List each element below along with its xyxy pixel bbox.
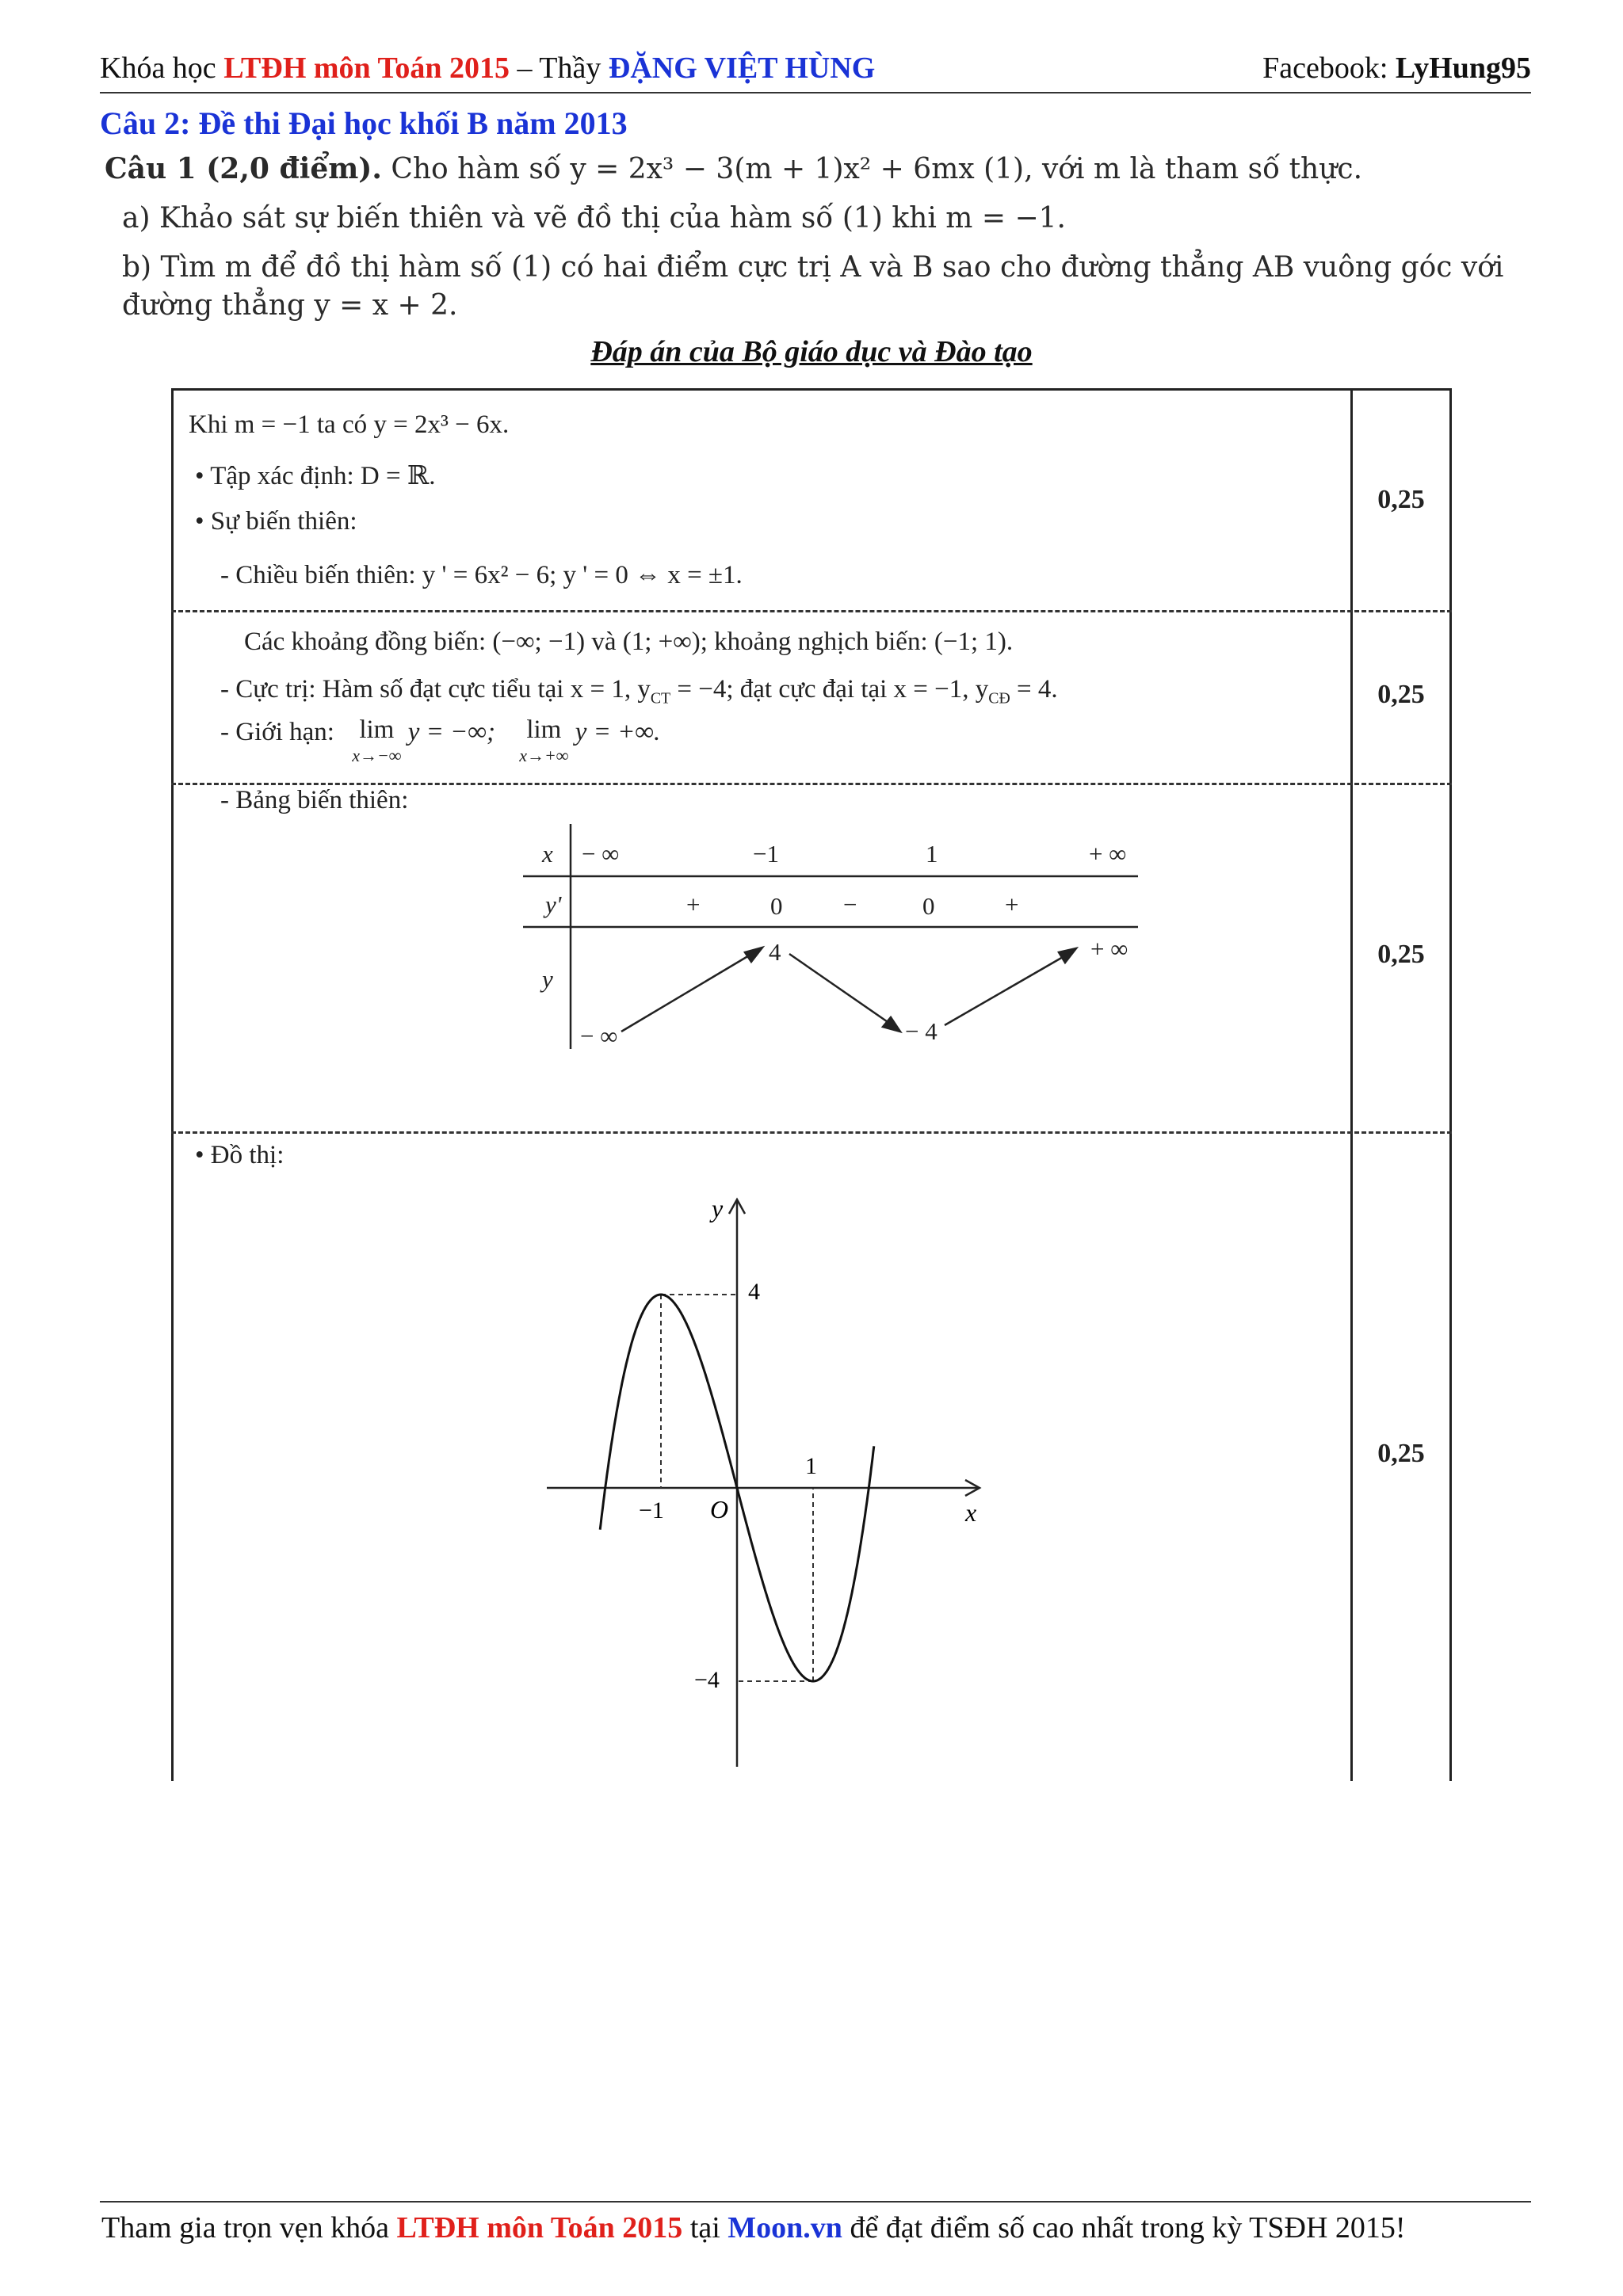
question-title: Câu 2: Đề thi Đại học khối B năm 2013 [100,105,628,141]
bbt-x-val: − ∞ [582,840,620,868]
bbt-yp-val: 0 [770,892,783,920]
extrema-text-b: = −4; đạt cực đại tại x = −1, y [670,675,989,704]
table-right-border [1449,388,1452,1781]
bbt-x-val: 1 [926,840,938,868]
lim-value-neg: y = −∞; [407,718,495,746]
tick-label-neg4: −4 [694,1667,720,1693]
score-1: 0,25 [1377,485,1425,514]
bbt-y-val: − 4 [905,1017,938,1045]
answer-title: Đáp án của Bộ giáo dục và Đào tạo [590,335,1033,368]
bbt-yp-val: − [843,891,857,918]
arrow-up [945,954,1068,1025]
arrowhead [1059,948,1076,963]
bbt-y-val: 4 [769,938,781,966]
lim-value-pos: y = +∞. [575,718,661,746]
footer-mid: tại [682,2211,728,2245]
bbt-x-label: x [542,840,553,868]
axes [547,1199,980,1767]
origin-label: O [710,1495,729,1524]
page-footer [101,2210,1406,2245]
bbt-arrows [621,948,1076,1032]
arrow-up [621,952,754,1032]
arrow-down [789,954,892,1025]
footer-pre: Tham gia trọn vẹn khóa [101,2211,397,2245]
row1-line4: - Chiều biến thiên: y ' = 6x² − 6; y ' = 0 ⇔ x = ±1. [220,561,743,589]
lim-sub-neg: x→−∞ [352,746,402,765]
function-graph [515,1180,1006,1767]
facebook-label: Facebook: [1262,51,1396,85]
problem-statement [105,144,1531,330]
cd-subscript: CĐ [988,689,1010,707]
extrema-text-a: - Cực trị: Hàm số đạt cực tiểu tại x = 1, y [220,675,651,704]
facebook-name: LyHung95 [1395,51,1531,85]
bbt-y-val: + ∞ [1090,935,1128,963]
header-sep: – Thầy [509,51,609,85]
arrowhead [745,948,762,962]
bbt-x-val: −1 [753,840,779,868]
problem-points: Câu 1 (2,0 điểm). [105,152,382,185]
row4-label: • Đồ thị: [195,1141,285,1169]
lim-word: lim [526,715,562,744]
footer-site-link[interactable]: Moon.vn [727,2211,842,2245]
row2-line1: Các khoảng đồng biến: (−∞; −1) và (1; +∞); khoảng nghịch biến: (−1; 1). [244,627,1014,656]
score-3: 0,25 [1377,940,1425,969]
limits-label: - Giới hạn: [220,718,334,746]
lim-pos-inf [519,715,569,768]
footer-divider [100,2201,1531,2203]
y-axis-label: y [712,1194,724,1222]
row2-limits [220,715,661,768]
header-divider [100,92,1531,93]
header-prefix: Khóa học [100,51,224,85]
row1-line2: • Tập xác định: D = ℝ. [195,462,436,490]
footer-course: LTĐH môn Toán 2015 [396,2211,683,2245]
bbt-yp-val: + [686,891,701,918]
x-axis-label: x [965,1498,977,1527]
header-facebook [1262,51,1531,86]
problem-function: Cho hàm số y = 2x³ − 3(m + 1)x² + 6mx (1), với m là tham số thực. [381,153,1363,185]
row-divider [171,783,1452,785]
problem-part-a: a) Khảo sát sự biến thiên và vẽ đồ thị của hàm số (1) khi m = −1. [122,202,1066,235]
page-header [100,51,1531,86]
ct-subscript: CT [650,689,671,707]
row1-line3: • Sự biến thiên: [195,507,357,536]
header-course: LTĐH môn Toán 2015 [223,51,510,85]
table-top-border [171,388,1452,391]
problem-part-b: b) Tìm m để đồ thị hàm số (1) có hai điểm cực trị A và B sao cho đường thẳng AB vuông góc với [122,251,1504,284]
tick-label-4: 4 [748,1279,760,1305]
header-teacher: ĐẶNG VIỆT HÙNG [608,51,876,85]
lim-sub-pos: x→+∞ [519,746,569,765]
row-divider [171,610,1452,612]
row-divider [171,1131,1452,1134]
extrema-text-c: = 4. [1010,675,1058,704]
problem-line-1 [105,144,1531,194]
score-2: 0,25 [1377,680,1425,709]
row1-line1: Khi m = −1 ta có y = 2x³ − 6x. [189,410,510,439]
bbt-y-label: y [542,965,553,993]
lim-word: lim [359,715,395,744]
bbt-yp-val: + [1005,891,1019,918]
bbt-y-val: − ∞ [580,1022,618,1050]
tick-label-1: 1 [805,1453,817,1479]
bbt-yp-val: 0 [922,892,935,920]
table-left-border [171,388,174,1781]
row3-label: - Bảng biến thiên: [220,786,409,814]
footer-post: để đạt điểm số cao nhất trong kỳ TSĐH 2015! [842,2211,1406,2245]
row2-line2 [220,675,1058,708]
lim-neg-inf [352,715,402,768]
bbt-yprime-label: y' [545,891,562,918]
score-4: 0,25 [1377,1439,1425,1468]
table-column-divider [1350,388,1353,1781]
bbt-x-val: + ∞ [1089,840,1127,868]
tick-label-neg1: −1 [639,1497,664,1524]
problem-part-b-cont: đường thẳng y = x + 2. [122,289,458,322]
